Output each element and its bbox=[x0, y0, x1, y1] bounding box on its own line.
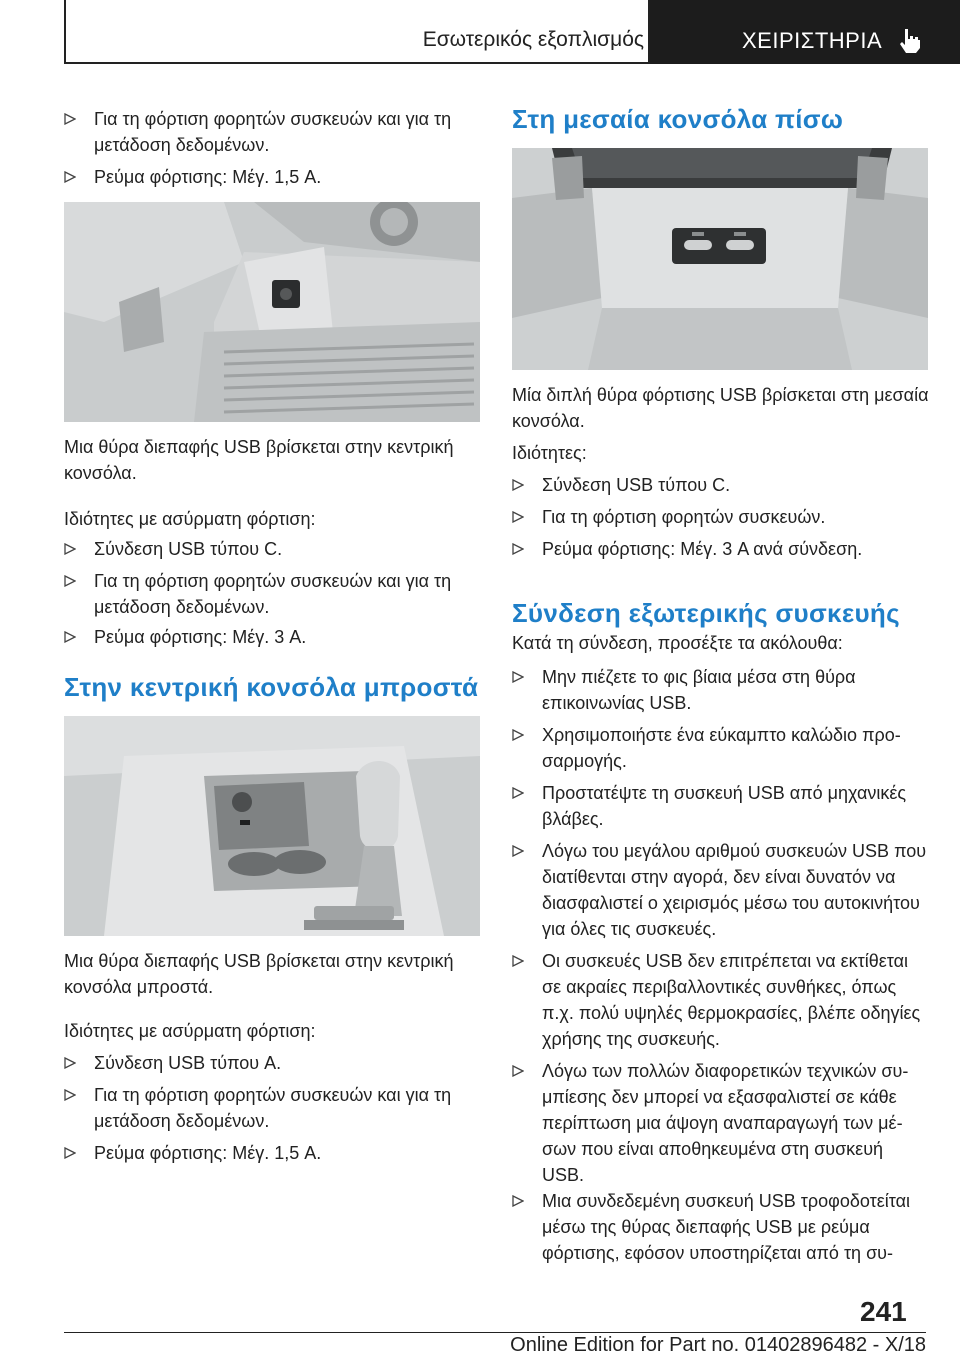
list-item: Σύνδεση USB τύπου A. bbox=[64, 1050, 480, 1076]
triangle-right-icon bbox=[512, 543, 524, 555]
manual-tab-label: ΧΕΙΡΙΣΤΗΡΙΑ bbox=[742, 28, 883, 53]
manual-tab[interactable] bbox=[650, 0, 960, 64]
section-heading: Στη μεσαία κονσόλα πίσω bbox=[512, 104, 844, 134]
triangle-right-icon bbox=[64, 631, 76, 643]
edition-note: Online Edition for Part no. 01402896482 - X/18 bbox=[510, 1334, 926, 1356]
triangle-right-icon bbox=[512, 955, 524, 967]
page-number: 241 bbox=[860, 1296, 907, 1327]
triangle-right-icon bbox=[64, 1147, 76, 1159]
triangle-right-icon bbox=[64, 113, 76, 125]
list-item: Λόγω του μεγάλου αριθμού συσκευών USB που διατίθενται στην αγορά, δεν είναι δυνατόν να διασφαλιστεί ο χειρισμός μέσω του αυτοκινήτου για όλες τις συσκευές. bbox=[512, 838, 930, 942]
properties-label: Ιδιότητες με ασύρματη φόρτιση: bbox=[64, 509, 316, 529]
triangle-right-icon bbox=[64, 1057, 76, 1069]
triangle-right-icon bbox=[64, 171, 76, 183]
section-heading: Σύνδεση εξωτερικής συσκευής bbox=[512, 598, 900, 628]
list-item: Ρεύμα φόρτισης: Μέγ. 1,5 A. bbox=[64, 164, 480, 190]
image-caption: Μία διπλή θύρα φόρτισης USB βρίσκεται στη μεσαία κονσόλα. bbox=[512, 385, 929, 431]
list-item: Ρεύμα φόρτισης: Μέγ. 1,5 A. bbox=[64, 1140, 480, 1166]
list-item: Για τη φόρτιση φορητών συσκευών και για τη μετάδοση δεδομένων. bbox=[64, 106, 480, 158]
triangle-right-icon bbox=[512, 511, 524, 523]
triangle-right-icon bbox=[512, 1065, 524, 1077]
list-item: Για τη φόρτιση φορητών συσκευών και για τη μετάδοση δεδομένων. bbox=[64, 1082, 480, 1134]
properties-label: Ιδιότητες με ασύρματη φόρτιση: bbox=[64, 1021, 316, 1041]
list-item: Για τη φόρτιση φορητών συσκευών και για τη μετάδοση δεδομένων. bbox=[64, 568, 480, 620]
front-console-usb-image bbox=[64, 716, 480, 936]
list-item: Σύνδεση USB τύπου C. bbox=[64, 536, 480, 562]
list-item: Προστατέψτε τη συσκευή USB από μηχανικές βλάβες. bbox=[512, 780, 930, 832]
image-caption: Μια θύρα διεπαφής USB βρίσκεται στην κεντρική κονσόλα. bbox=[64, 437, 454, 483]
list-item: Σύνδεση USB τύπου C. bbox=[512, 472, 930, 498]
properties-label: Ιδιότητες: bbox=[512, 443, 587, 463]
section-heading: Στην κεντρική κονσόλα μπροστά bbox=[64, 672, 479, 702]
triangle-right-icon bbox=[512, 729, 524, 741]
intro-text: Κατά τη σύνδεση, προσέξτε τα ακόλουθα: bbox=[512, 633, 843, 653]
triangle-right-icon bbox=[64, 1089, 76, 1101]
triangle-right-icon bbox=[512, 1195, 524, 1207]
section-title: Εσωτερικός εξοπλισμός bbox=[422, 28, 644, 51]
list-item: Μια συνδεδεμένη συσκευή USB τροφοδοτείται μέσω της θύρας διεπαφής USB με ρεύμα φόρτισης, εφόσον υποστηρίζεται από τη συ- bbox=[512, 1188, 930, 1266]
list-item: Χρησιμοποιήστε ένα εύκαμπτο καλώδιο προσαρμογής. bbox=[512, 722, 930, 774]
image-caption: Μια θύρα διεπαφής USB βρίσκεται στην κεντρική κονσόλα μπροστά. bbox=[64, 951, 454, 997]
triangle-right-icon bbox=[512, 787, 524, 799]
center-console-usb-image bbox=[64, 202, 480, 422]
triangle-right-icon bbox=[512, 479, 524, 491]
list-item: Ρεύμα φόρτισης: Μέγ. 3 A. bbox=[64, 624, 480, 650]
list-item: Μην πιέζετε το φις βίαια μέσα στη θύρα επικοινωνίας USB. bbox=[512, 664, 930, 716]
list-item: Οι συσκευές USB δεν επιτρέπεται να εκτίθεται σε ακραίες περιβαλλοντικές συνθήκες, όπως π.χ. πολύ υψηλές θερμοκρασίες, βλέπε οδηγίες χρήσης της συσκευής. bbox=[512, 948, 930, 1052]
list-item: Ρεύμα φόρτισης: Μέγ. 3 A ανά σύνδεση. bbox=[512, 536, 930, 562]
list-item: Λόγω των πολλών διαφορετικών τεχνικών συμπίεσης δεν μπορεί να εξασφαλιστεί σε κάθε περίπτωση μια άψογη αναπαραγωγή των μέσων που είναι αποθηκευμένα στη συσκευή USB. bbox=[512, 1058, 930, 1188]
triangle-right-icon bbox=[512, 671, 524, 683]
triangle-right-icon bbox=[64, 575, 76, 587]
triangle-right-icon bbox=[64, 543, 76, 555]
triangle-right-icon bbox=[512, 845, 524, 857]
header-rule-left bbox=[64, 0, 66, 64]
rear-console-usb-image bbox=[512, 148, 928, 370]
list-item: Για τη φόρτιση φορητών συσκευών. bbox=[512, 504, 930, 530]
header-rule-bottom bbox=[64, 62, 650, 64]
hand-pointer-icon bbox=[896, 26, 924, 54]
footer-rule bbox=[64, 1332, 926, 1333]
